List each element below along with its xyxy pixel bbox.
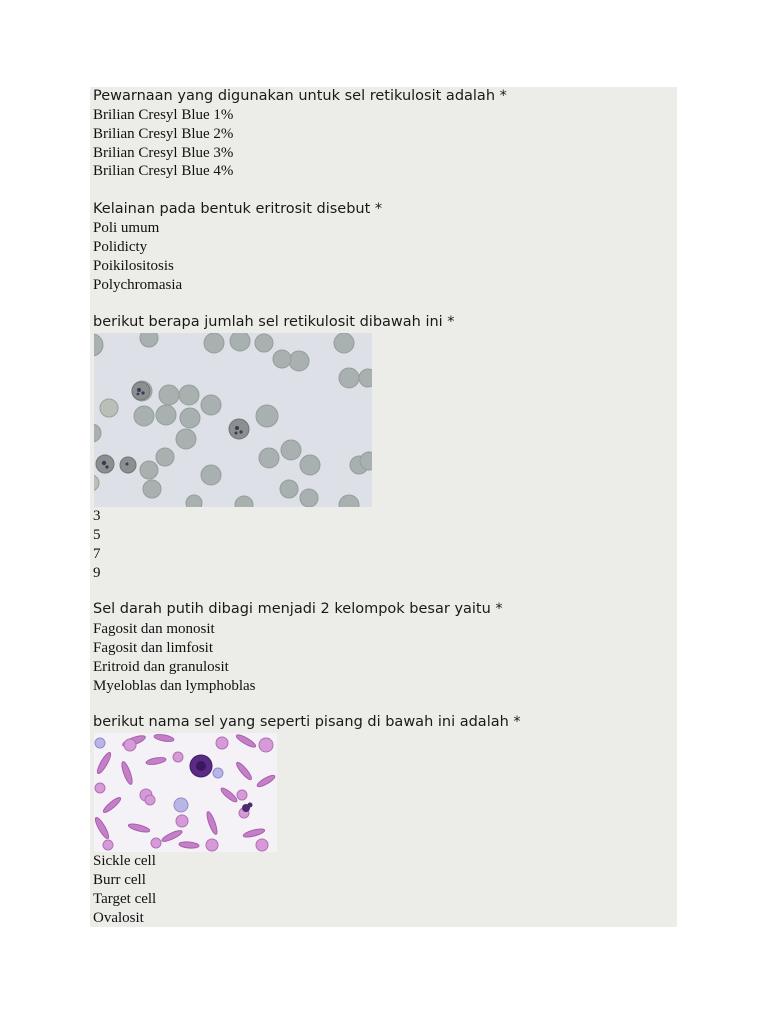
question-2-option-1: Poli umum bbox=[93, 220, 160, 236]
question-4-option-3: Eritroid dan granulosit bbox=[93, 659, 229, 675]
question-4-text: Sel darah putih dibagi menjadi 2 kelompok besar yaitu * bbox=[93, 601, 503, 617]
question-1-option-3: Brilian Cresyl Blue 3% bbox=[93, 145, 234, 161]
question-5-option-2: Burr cell bbox=[93, 872, 146, 888]
question-4-option-2: Fagosit dan limfosit bbox=[93, 640, 213, 656]
question-1-option-1: Brilian Cresyl Blue 1% bbox=[93, 107, 234, 123]
question-2-text: Kelainan pada bentuk eritrosit disebut * bbox=[93, 201, 383, 217]
question-5-text: berikut nama sel yang seperti pisang di bawah ini adalah * bbox=[93, 714, 521, 730]
question-2-option-3: Poikilositosis bbox=[93, 258, 174, 274]
question-1-option-4: Brilian Cresyl Blue 4% bbox=[93, 163, 234, 179]
question-3-option-1: 3 bbox=[93, 508, 101, 524]
question-1-text: Pewarnaan yang digunakan untuk sel retikulosit adalah * bbox=[93, 88, 507, 104]
sickle-cell-smear-image bbox=[94, 733, 277, 852]
question-5-option-1: Sickle cell bbox=[93, 853, 156, 869]
question-4-option-1: Fagosit dan monosit bbox=[93, 621, 215, 637]
question-5-option-3: Target cell bbox=[93, 891, 157, 907]
question-4-option-4: Myeloblas dan lymphoblas bbox=[93, 678, 256, 694]
question-2-option-4: Polychromasia bbox=[93, 277, 183, 293]
reticulocyte-smear-image bbox=[94, 333, 372, 507]
question-3-option-2: 5 bbox=[93, 527, 101, 543]
question-2-option-2: Polidicty bbox=[93, 239, 148, 255]
question-3-option-4: 9 bbox=[93, 565, 101, 581]
question-3-text: berikut berapa jumlah sel retikulosit dibawah ini * bbox=[93, 314, 455, 330]
question-1-option-2: Brilian Cresyl Blue 2% bbox=[93, 126, 234, 142]
question-5-option-4: Ovalosit bbox=[93, 910, 144, 926]
question-3-option-3: 7 bbox=[93, 546, 101, 562]
